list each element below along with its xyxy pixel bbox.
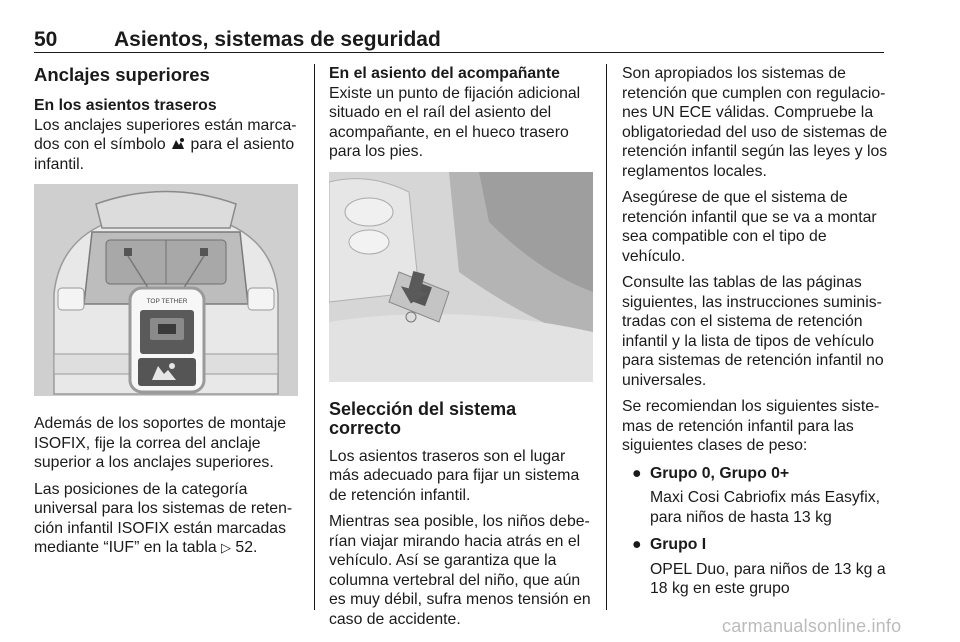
list-item-text: OPEL Duo, para niños de 13 kg a 18 kg en este grupo <box>650 560 886 597</box>
intro-text: Los anclajes superiores están marca-dos con el símbolo <box>34 116 297 153</box>
paragraph <box>34 480 298 558</box>
bullet-icon: ● <box>632 536 642 553</box>
column-left <box>34 64 298 565</box>
top-tether-anchor-icon <box>170 137 186 151</box>
section-heading: Selección del sistema correcto <box>329 398 517 438</box>
paragraph: Asegúrese de que el sistema de retención infantil que se va a montar sea compatible con el tipo de vehículo. <box>622 189 877 265</box>
car-rear-illustration <box>34 184 298 396</box>
column-middle <box>329 64 593 636</box>
page-reference-icon: ▷ <box>221 540 232 555</box>
paragraph-text: Las posiciones de la categoría universal para los sistemas de reten-ción infantil ISOFIX están marcadas mediante “IUF” en la tabla <box>34 480 293 556</box>
column-divider <box>606 64 607 610</box>
page-reference-link[interactable]: 52. <box>235 539 258 556</box>
header-divider <box>34 52 884 53</box>
paragraph: Además de los soportes de montaje ISOFIX, fije la correa del anclaje superior a los anclajes superiores. <box>34 415 287 471</box>
paragraph: Son apropiados los sistemas de retención que cumplen con regulacio-nes UN ECE válidas. Compruebe la obligatoriedad del uso de sistemas de retención infantil según las leyes y los reglamentos locales. <box>622 65 888 180</box>
subsection-heading: En los asientos traseros <box>34 97 217 114</box>
watermark: carmanualsonline.info <box>722 616 902 636</box>
list-item-text: Maxi Cosi Cabriofix más Easyfix, para niños de hasta 13 kg <box>650 489 880 526</box>
paragraph: Mientras sea posible, los niños debe-rían viajar mirando hacia atrás en el vehículo. Así se garantiza que la columna vertebral del niño, que aún es muy débil, sufra menos tensión en caso de accidente. <box>329 513 591 628</box>
paragraph: Consulte las tablas de las páginas siguientes, las instrucciones suminis-tradas con el sistema de retención infantil y la lista de tipos de vehículo para sistemas de retención infantil no universales. <box>622 274 884 389</box>
bullet-icon: ● <box>632 464 642 482</box>
paragraph: Los asientos traseros son el lugar más adecuado para fijar un sistema de retención infantil. <box>329 447 580 504</box>
list-item <box>622 464 888 528</box>
intro-paragraph <box>34 116 298 175</box>
subsection-heading: En el asiento del acompañante <box>329 65 560 82</box>
page-number: 50 <box>34 28 58 51</box>
column-divider <box>314 64 315 610</box>
paragraph: Se recomiendan los siguientes siste-mas de retención infantil para las siguientes clases de peso: <box>622 398 880 454</box>
intro-paragraph: Existe un punto de fijación adicional situado en el raíl del asiento del acompañante, en el hueco trasero para los pies. <box>329 84 581 160</box>
intro-text-after-icon: para el asiento infantil. <box>34 136 295 173</box>
list-item <box>622 535 888 599</box>
list-item-title: Grupo 0, Grupo 0+ <box>650 464 790 482</box>
section-heading: Anclajes superiores <box>34 64 210 85</box>
figure-label: TOP TETHER <box>146 298 188 305</box>
passenger-seat-rail-illustration <box>329 172 593 382</box>
column-right <box>622 64 888 607</box>
page-title: Asientos, sistemas de seguridad <box>114 28 441 51</box>
list-item-title: Grupo I <box>650 536 707 553</box>
